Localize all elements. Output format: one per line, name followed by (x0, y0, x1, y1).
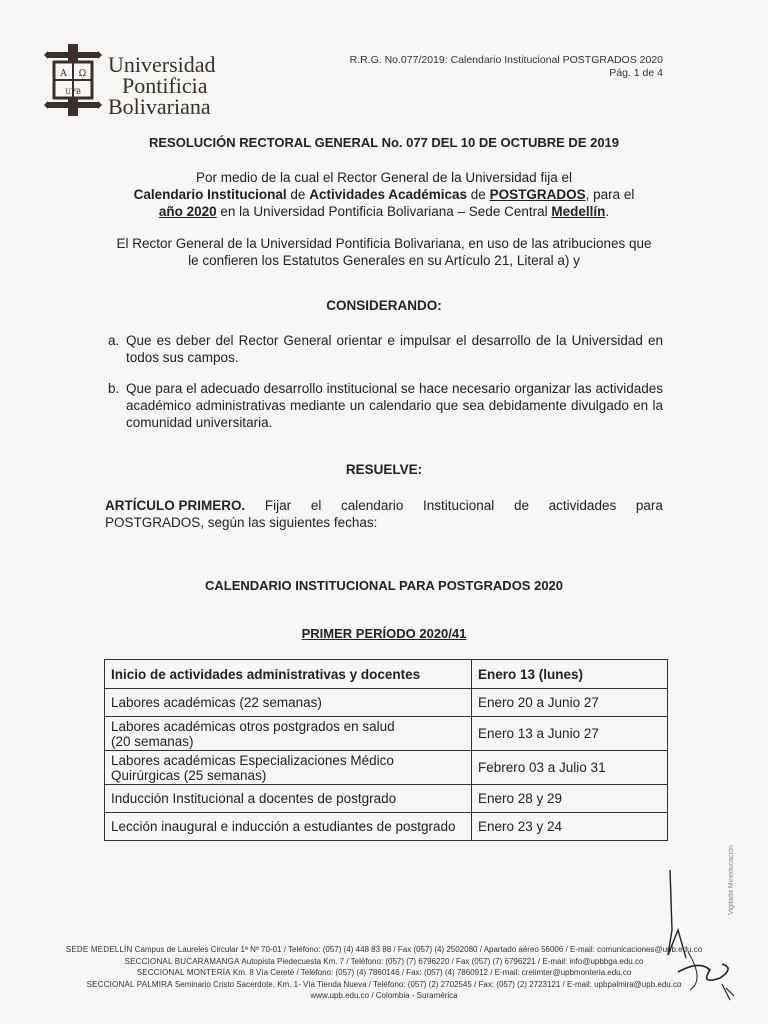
table-row (105, 751, 668, 785)
date-cell: Enero 20 a Junio 27 (472, 689, 668, 717)
activity-cell: Labores académicas otros postgrados en salud (20 semanas) (105, 717, 472, 751)
logo-wordmark (108, 54, 216, 117)
article-line-2: POSTGRADOS, según las siguientes fechas: (105, 515, 378, 530)
intro-line-2: Calendario Institucional de Actividades Académicas de POSTGRADOS, para el (133, 187, 635, 202)
seal-upb: UPB (65, 88, 81, 96)
page-number: Pág. 1 de 4 (609, 67, 663, 79)
item-label: a. (108, 333, 120, 348)
considerando-item-a (108, 332, 663, 366)
table-row (105, 689, 668, 717)
date-cell: Enero 13 (lunes) (472, 660, 668, 689)
date-cell: Febrero 03 a Julio 31 (472, 751, 668, 785)
intro-line-3: año 2020 en la Universidad Pontificia Bolivariana – Sede Central Medellín. (158, 204, 610, 219)
resolution-title: RESOLUCIÓN RECTORAL GENERAL No. 077 DEL 10 DE OCTUBRE DE 2019 (148, 135, 620, 150)
seal-omega: Ω (78, 69, 87, 79)
activity-cell: Labores académicas (22 semanas) (105, 689, 472, 717)
footer-line-monteria: SECCIONAL MONTERÍA Km. 8 Vía Cereté / Teléfono: (057) (4) 7860146 / Fax: (057) (4) 7860912 / E-mail: crelimter@upbmonteria.edu.co (136, 968, 632, 977)
footer-contact (0, 944, 768, 1002)
intro-paragraph-1 (100, 169, 668, 220)
calendar-table (104, 659, 668, 841)
date-cell: Enero 13 a Junio 27 (472, 717, 668, 751)
article-primero (105, 497, 663, 531)
document-reference (350, 54, 663, 80)
activity-cell: Lección inaugural e inducción a estudiantes de postgrado (105, 813, 472, 841)
period-title: PRIMER PERÍODO 2020/41 (301, 626, 467, 641)
considerando-item-b (108, 380, 663, 431)
activity-cell: Labores académicas Especializaciones Médico Quirúrgicas (25 semanas) (105, 751, 472, 785)
seal-alpha: A (60, 69, 67, 79)
table-row (105, 660, 668, 689)
footer-line-bucaramanga: SECCIONAL BUCARAMANGA Autopista Piedecuesta Km. 7 / Teléfono: (057) (7) 6796220 / Fax (057) (7) 6796221 / E-mail: info@upbbga.edu.co (124, 956, 644, 966)
footer-line-palmira: SECCIONAL PALMIRA Seminario Cristo Sacerdote, Km. 1- Vía Tienda Nueva / Teléfono: (057) (2) 2702545 / Fax: (057) (2) 2723121 / E-mail: upbpalmira@upb.edu.co (86, 979, 682, 989)
intro-line-1: Por medio de la cual el Rector General de la Universidad fija el (196, 170, 572, 185)
logo-line-1: Universidad (108, 52, 216, 77)
activity-cell: Inducción Institucional a docentes de postgrado (105, 785, 472, 813)
calendar-title: CALENDARIO INSTITUCIONAL PARA POSTGRADOS 2020 (204, 578, 564, 593)
reference-text: R.R.G. No.077/2019: Calendario Institucional POSTGRADOS 2020 (349, 54, 663, 66)
intro-p2-line-1: El Rector General de la Universidad Pontificia Bolivariana, en uso de las atribuciones que (116, 236, 652, 251)
article-label: ARTÍCULO PRIMERO. (105, 498, 246, 513)
article-line-1: ARTÍCULO PRIMERO. Fijar el calendario Institucional de actividades para (105, 498, 663, 513)
resuelve-heading: RESUELVE: (345, 462, 423, 477)
item-text: Que para el adecuado desarrollo institucional se hace necesario organizar las actividades académico administrativas mediante un calendario que sea debidamente divulgado en la comunidad universitaria. (126, 381, 663, 430)
date-cell: Enero 23 y 24 (472, 813, 668, 841)
university-logo (44, 44, 234, 119)
item-label: b. (108, 381, 120, 396)
table-row (105, 785, 668, 813)
footer-line-medellin: SEDE MEDELLÍN Campus de Laureles Circular 1ª Nº 70-01 / Teléfono: (057) (4) 448 83 88 / Fax (057) (4) 2502080 / Apartado aéreo 56006 / E-mail: comunicaciones@upb.edu.co (65, 945, 703, 954)
watermark-text: Vigilada Mineducación (728, 845, 735, 915)
activity-cell: Inicio de actividades administrativas y docentes (105, 660, 472, 689)
university-seal-icon (44, 44, 102, 116)
logo-line-3: Bolivariana (108, 94, 211, 119)
item-text: Que es deber del Rector General orientar e impulsar el desarrollo de la Universidad en todos sus campos. (126, 333, 663, 365)
date-cell: Enero 28 y 29 (472, 785, 668, 813)
table-row (105, 717, 668, 751)
intro-p2-line-2: le confieren los Estatutos Generales en su Artículo 21, Literal a) y (188, 253, 580, 268)
logo-line-2: Pontificia (122, 73, 208, 98)
footer-website[interactable]: www.upb.edu.co / Colombia - Suramérica (310, 991, 458, 1000)
intro-paragraph-2 (100, 235, 668, 269)
considerando-heading: CONSIDERANDO: (326, 298, 442, 313)
table-row (105, 813, 668, 841)
